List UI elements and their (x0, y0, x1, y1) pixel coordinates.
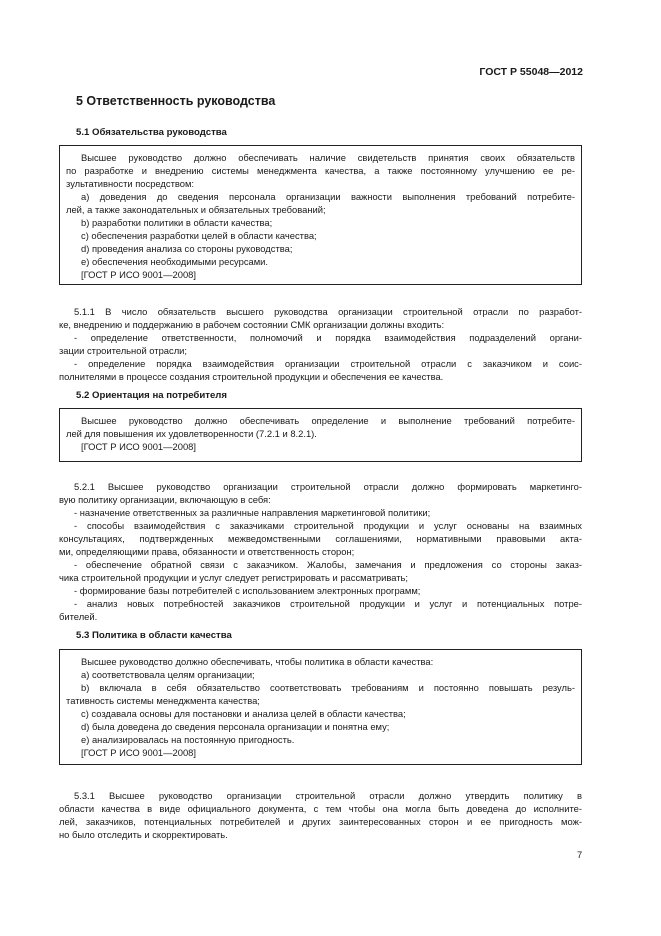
quote-line: по разработке и внедрению системы менеджмента качества, а также постоянному улучшению ее ре- (66, 165, 575, 176)
paragraph-line: чика строительной продукции и услуг следует регистрировать и рассматривать; (59, 572, 409, 583)
paragraph-line: но было отследить и скорректировать. (59, 829, 228, 840)
paragraph-line: зации строительной отрасли; (59, 345, 188, 356)
paragraph-line: 5.2.1 Высшее руководство организации строительной отрасли должно формировать маркетинго- (74, 481, 582, 492)
quote-box-5-3 (59, 649, 582, 765)
subsection-title-5-3: 5.3 Политика в области качества (76, 630, 232, 641)
paragraph-line: лей, заказчиков, потенциальных потребителей и других заинтересованных сторон и ее пригодность мож- (59, 816, 582, 827)
quote-line: d) проведения анализа со стороны руководства; (81, 243, 293, 254)
quote-line: e) анализировалась на постоянную пригодность. (81, 734, 295, 745)
quote-line: лей для повышения их удовлетворенности (7.2.1 и 8.2.1). (66, 428, 317, 439)
paragraph-5-3-1 (59, 789, 582, 841)
page-number: 7 (577, 849, 583, 860)
quote-line: [ГОСТ Р ИСО 9001—2008] (81, 269, 196, 280)
subsection-title-5-2: 5.2 Ориентация на потребителя (76, 390, 227, 401)
paragraph-line: 5.3.1 Высшее руководство организации строительной отрасли должно утвердить политику в (74, 790, 582, 801)
quote-line: c) обеспечения разработки целей в области качества; (81, 230, 317, 241)
paragraph-line: - назначение ответственных за различные направления маркетинговой политики; (74, 507, 431, 518)
quote-line: a) соответствовала целям организации; (81, 669, 255, 680)
quote-line: Высшее руководство должно обеспечивать, чтобы политика в области качества: (81, 656, 434, 667)
quote-line: [ГОСТ Р ИСО 9001—2008] (81, 441, 196, 452)
quote-line: [ГОСТ Р ИСО 9001—2008] (81, 747, 196, 758)
paragraph-5-2-1 (59, 480, 582, 623)
paragraph-line: ке, внедрению и поддержанию в рабочем состоянии СМК организации должны входить: (59, 319, 445, 330)
paragraph-line: области качества в виде официального документа, с тем чтобы она могла быть доведена до исполните- (59, 803, 582, 814)
paragraph-line: консультациях, подтвержденных межведомственными соглашениями, нормативными правовыми акта- (59, 533, 582, 544)
quote-line: Высшее руководство должно обеспечивать наличие свидетельств принятия своих обязательств (81, 152, 575, 163)
section-title: 5 Ответственность руководства (76, 94, 276, 108)
quote-line: зультативности посредством: (66, 178, 195, 189)
quote-box-5-1 (59, 145, 582, 285)
quote-line: b) включала в себя обязательство соответствовать требованиям и постоянно повышать резуль- (81, 682, 575, 693)
paragraph-line: 5.1.1 В число обязательств высшего руководства организации строительной отрасли по разработ- (74, 306, 582, 317)
paragraph-5-1-1 (59, 305, 582, 383)
quote-line: a) доведения до сведения персонала организации важности выполнения требований потребите- (81, 191, 575, 202)
document-code: ГОСТ Р 55048—2012 (479, 66, 583, 78)
paragraph-line: полнителями в процессе создания строительной продукции и обеспечения ее качества. (59, 371, 444, 382)
quote-line: тативность системы менеджмента качества; (66, 695, 260, 706)
paragraph-line: - обеспечение обратной связи с заказчиком. Жалобы, замечания и предложения со стороны заказ- (74, 559, 582, 570)
quote-line: e) обеспечения необходимыми ресурсами. (81, 256, 269, 267)
paragraph-line: ми, определяющими права, обязанности и ответственность сторон; (59, 546, 355, 557)
quote-line: лей, а также законодательных и обязательных требований; (66, 204, 326, 215)
quote-line: Высшее руководство должно обеспечивать определение и выполнение требований потребите- (81, 415, 575, 426)
quote-line: c) создавала основы для постановки и анализа целей в области качества; (81, 708, 406, 719)
quote-box-5-2 (59, 408, 582, 462)
quote-line: d) была доведена до сведения персонала организации и понятна ему; (81, 721, 390, 732)
paragraph-line: - формирование базы потребителей с использованием электронных программ; (74, 585, 421, 596)
paragraph-line: вую политику организации, включающую в себя: (59, 494, 271, 505)
paragraph-line: бителей. (59, 611, 98, 622)
paragraph-line: - определение ответственности, полномочий и порядка взаимодействия подразделений органи- (74, 332, 582, 343)
paragraph-line: - определение порядка взаимодействия организации строительной отрасли с заказчиком и соис- (74, 358, 582, 369)
paragraph-line: - способы взаимодействия с заказчиками строительной продукции и услуг основаны на взаимных (74, 520, 582, 531)
subsection-title-5-1: 5.1 Обязательства руководства (76, 127, 227, 138)
quote-line: b) разработки политики в области качества; (81, 217, 273, 228)
paragraph-line: - анализ новых потребностей заказчиков строительной продукции и услуг и потенциальных потре- (74, 598, 582, 609)
